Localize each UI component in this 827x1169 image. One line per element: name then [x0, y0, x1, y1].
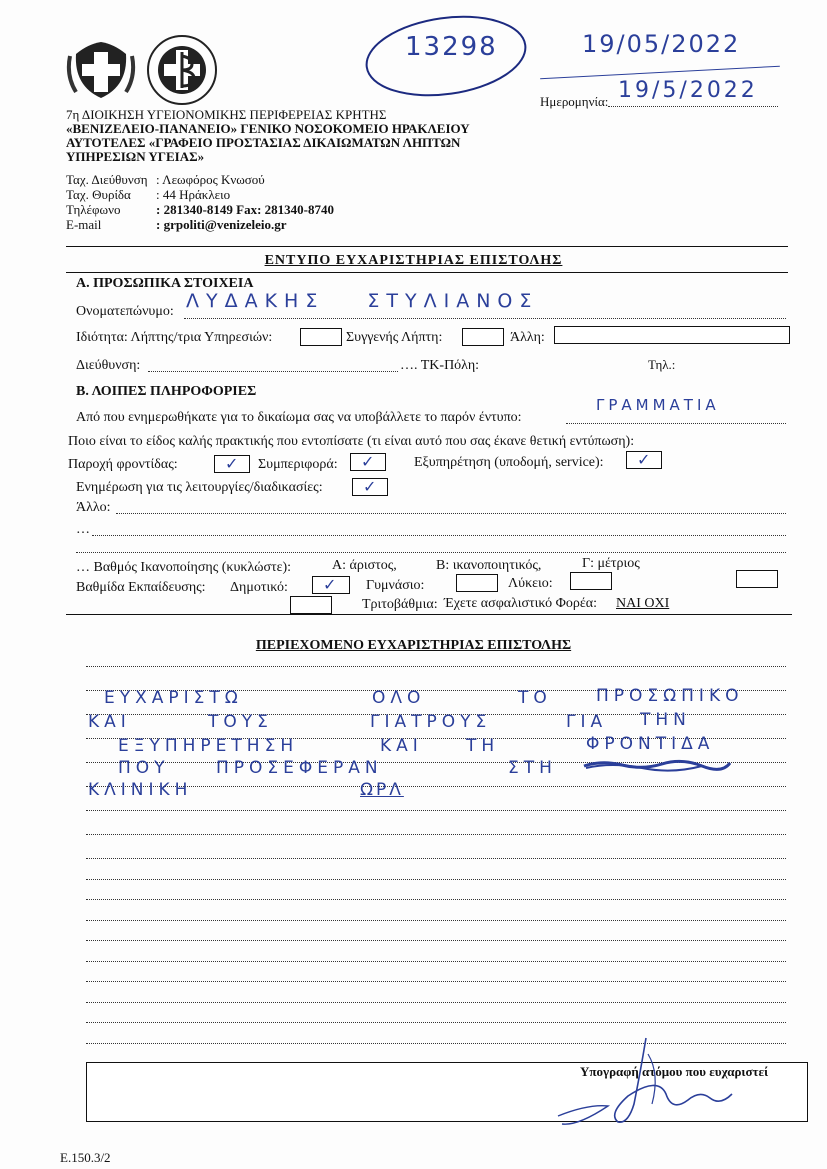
- edu-lyceum-label: Λύκειο:: [508, 576, 553, 591]
- satisfaction-c[interactable]: Γ: μέτριος: [582, 556, 640, 571]
- edu-primary-label: Δημοτικό:: [230, 580, 288, 595]
- letter-word: ΣΤΗ: [508, 758, 557, 778]
- section-a-title: Α. ΠΡΟΣΩΠΙΚΑ ΣΤΟΙΧΕΙΑ: [76, 276, 254, 291]
- contact-row: [66, 217, 334, 232]
- footer-code: Ε.150.3/2: [60, 1150, 111, 1165]
- letter-ruled-line: [86, 940, 786, 941]
- recipient-checkbox[interactable]: [300, 328, 342, 346]
- contact-value: : 44 Ηράκλειο: [156, 187, 231, 202]
- capacity-label: Ιδιότητα: Λήπτης/τρια Υπηρεσιών:: [76, 330, 273, 345]
- other-info-dotted-line: [116, 513, 786, 514]
- letter-ruled-line: [86, 834, 786, 835]
- date-label: Ημερομηνία:: [540, 94, 609, 109]
- section-b-title: Β. ΛΟΙΠΕΣ ΠΛΗΡΟΦΟΡΙΕΣ: [76, 384, 257, 399]
- letter-ruled-line: [86, 879, 786, 880]
- date-value: 19/5/2022: [618, 78, 758, 103]
- hospital-logo: [146, 34, 218, 106]
- letter-ruled-line: [86, 858, 786, 859]
- relative-label: Συγγενής Λήπτη:: [346, 330, 443, 345]
- edu-tertiary-label: Τριτοβάθμια:: [362, 597, 438, 612]
- letter-word: ΕΥΧΑΡΙΣΤΩ: [104, 688, 243, 708]
- relative-checkbox[interactable]: [462, 328, 504, 346]
- contact-label: Ταχ. Θυρίδα: [66, 187, 131, 202]
- contact-value: : grpoliti@venizeleio.gr: [156, 217, 287, 232]
- informed-label: Από που ενημερωθήκατε για το δικαίωμα σας να υποβάλλετε το παρόν έντυπο:: [76, 410, 522, 425]
- care-checkbox[interactable]: [214, 455, 250, 473]
- letter-word: ΤΗΝ: [640, 710, 691, 730]
- letter-word: ΚΑΙ: [88, 712, 131, 732]
- letter-word: ΠΟΥ: [118, 758, 170, 778]
- letter-word: ΤΟ: [518, 688, 552, 708]
- letter-word: ΩΡΛ: [360, 780, 404, 800]
- other-capacity-label: Άλλη:: [510, 330, 545, 345]
- contact-row: [66, 172, 334, 187]
- behavior-checkmark: ✓: [361, 452, 375, 471]
- content-title: ΠΕΡΙΕΧΟΜΕΝΟ ΕΥΧΑΡΙΣΤΗΡΙΑΣ ΕΠΙΣΤΟΛΗΣ: [255, 638, 572, 653]
- education-label: Βαθμίδα Εκπαίδευσης:: [76, 580, 206, 595]
- letter-word: ΚΑΙ: [380, 736, 423, 756]
- letter-word: ΕΞΥΠΗΡΕΤΗΣΗ: [118, 736, 299, 756]
- address-label: Διεύθυνση:: [76, 358, 141, 373]
- letter-ruled-line: [86, 1022, 786, 1023]
- contact-row: [66, 187, 334, 202]
- letter-ruled-line: [86, 899, 786, 900]
- contact-label: Τηλέφωνο: [66, 202, 121, 217]
- contact-label: E-mail: [66, 217, 102, 232]
- care-label: Παροχή φροντίδας:: [68, 457, 178, 472]
- practice-question: Ποιο είναι το είδος καλής πρακτικής που εντοπίσατε (τι είναι αυτό που σας έκανε θετική εντύπωση):: [68, 434, 635, 449]
- letter-ruled-line: [86, 810, 786, 811]
- care-checkmark: ✓: [225, 454, 239, 473]
- city-label: …. ΤΚ-Πόλη:: [400, 358, 480, 373]
- edu-gym-checkbox[interactable]: [456, 574, 498, 592]
- org-line-2: «ΒΕΝΙΖΕΛΕΙΟ-ΠΑΝΑΝΕΙΟ» ΓΕΝΙΚΟ ΝΟΣΟΚΟΜΕΙΟ ΗΡΑΚΛΕΙΟΥ: [66, 121, 470, 136]
- date-dotted-line: [608, 106, 778, 107]
- letter-word: ΟΛΟ: [372, 688, 426, 708]
- edu-lyceum-checkbox[interactable]: [570, 572, 612, 590]
- letter-word: ΠΡΟΣΩΠΙΚΟ: [596, 686, 744, 706]
- letter-word: ΓΙΑΤΡΟΥΣ: [370, 712, 492, 732]
- contact-value: : Λεωφόρος Κνωσού: [156, 172, 265, 187]
- info-checkmark: ✓: [363, 477, 377, 496]
- extra-dotted-line-1: [92, 535, 786, 536]
- phone-label: Τηλ.:: [648, 357, 676, 372]
- edu-primary-checkbox[interactable]: [312, 576, 350, 594]
- org-line-1: 7η ΔΙΟΙΚΗΣΗ ΥΓΕΙΟΝΟΜΙΚΗΣ ΠΕΡΙΦΕΡΕΙΑΣ ΚΡΗΤΗΣ: [66, 107, 387, 122]
- divider-top: [66, 246, 788, 247]
- informed-value[interactable]: ΓΡΑΜΜΑΤΙΑ: [596, 396, 720, 414]
- crossed-out-word: [582, 756, 732, 774]
- other-capacity-field[interactable]: [554, 326, 790, 344]
- satisfaction-b[interactable]: Β: ικανοποιητικός,: [436, 558, 542, 573]
- other-info-label: Άλλο:: [76, 500, 111, 515]
- info-checkbox[interactable]: [352, 478, 388, 496]
- name-label: Ονοματεπώνυμο:: [76, 304, 174, 319]
- divider-section-b: [66, 614, 792, 615]
- service-checkbox[interactable]: [626, 451, 662, 469]
- letter-ruled-line: [86, 920, 786, 921]
- extra-dotted-line-2: [76, 552, 786, 553]
- contact-value: : 281340-8149 Fax: 281340-8740: [156, 202, 335, 217]
- info-label: Ενημέρωση για τις λειτουργίες/διαδικασίες:: [76, 480, 323, 495]
- edu-primary-checkmark: ✓: [323, 575, 337, 594]
- behavior-label: Συμπεριφορά:: [258, 457, 338, 472]
- letter-word: ΓΙΑ: [566, 712, 608, 732]
- letter-word: ΠΡΟΣΕΦΕΡΑΝ: [216, 758, 383, 778]
- signature-scribble: [548, 1034, 738, 1128]
- letter-ruled-line: [86, 981, 786, 982]
- registration-number: 13298: [405, 32, 498, 62]
- letter-ruled-line: [86, 1002, 786, 1003]
- service-label: Εξυπηρέτηση (υποδομή, service):: [414, 455, 604, 470]
- edu-extra-checkbox[interactable]: [736, 570, 778, 588]
- edu-tertiary-checkbox[interactable]: [290, 596, 332, 614]
- insurance-options[interactable]: ΝΑΙ ΟΧΙ: [616, 596, 670, 611]
- org-line-3: ΑΥΤΟΤΕΛΕΣ «ΓΡΑΦΕΙΟ ΠΡΟΣΤΑΣΙΑΣ ΔΙΚΑΙΩΜΑΤΩΝ ΛΗΠΤΩΝ: [66, 135, 461, 150]
- letter-word: ΚΛΙΝΙΚΗ: [88, 780, 193, 800]
- org-line-4: ΥΠΗΡΕΣΙΩΝ ΥΓΕΙΑΣ»: [66, 149, 205, 164]
- registration-number-stamp: [360, 10, 530, 102]
- behavior-checkbox[interactable]: [350, 453, 386, 471]
- satisfaction-label: … Βαθμός Ικανοποίησης (κυκλώστε):: [76, 560, 292, 575]
- address-dotted-line: [148, 371, 398, 372]
- extra-line-dots: …: [76, 522, 90, 537]
- form-title: ΕΝΤΥΠΟ ΕΥΧΑΡΙΣΤΗΡΙΑΣ ΕΠΙΣΤΟΛΗΣ: [264, 253, 563, 268]
- letter-ruled-line: [86, 961, 786, 962]
- contact-block: [66, 172, 334, 232]
- signature-label: Υπογραφή ατόμου που ευχαριστεί: [580, 1064, 769, 1079]
- name-dotted-line: [184, 318, 786, 319]
- edu-gym-label: Γυμνάσιο:: [366, 578, 425, 593]
- greek-coat-of-arms-logo: [66, 36, 136, 102]
- handwritten-top-date: 19/05/2022: [582, 30, 741, 58]
- header-org-block: [66, 108, 470, 164]
- letter-ruled-line: [86, 666, 786, 667]
- contact-label: Ταχ. Διεύθυνση: [66, 172, 148, 187]
- letter-word: ΤΟΥΣ: [208, 712, 273, 732]
- satisfaction-a[interactable]: Α: άριστος,: [332, 558, 397, 573]
- letter-word: ΦΡΟΝΤΙΔΑ: [586, 734, 715, 754]
- contact-row: [66, 202, 334, 217]
- letter-word: ΤΗ: [466, 736, 500, 756]
- insurance-label: Έχετε ασφαλιστικό Φορέα:: [444, 596, 598, 611]
- name-value[interactable]: ΛΥΔΑΚΗΣ ΣΤΥΛΙΑΝΟΣ: [186, 290, 539, 312]
- informed-dotted-line: [566, 423, 786, 424]
- divider-title: [66, 272, 788, 273]
- service-checkmark: ✓: [637, 450, 651, 469]
